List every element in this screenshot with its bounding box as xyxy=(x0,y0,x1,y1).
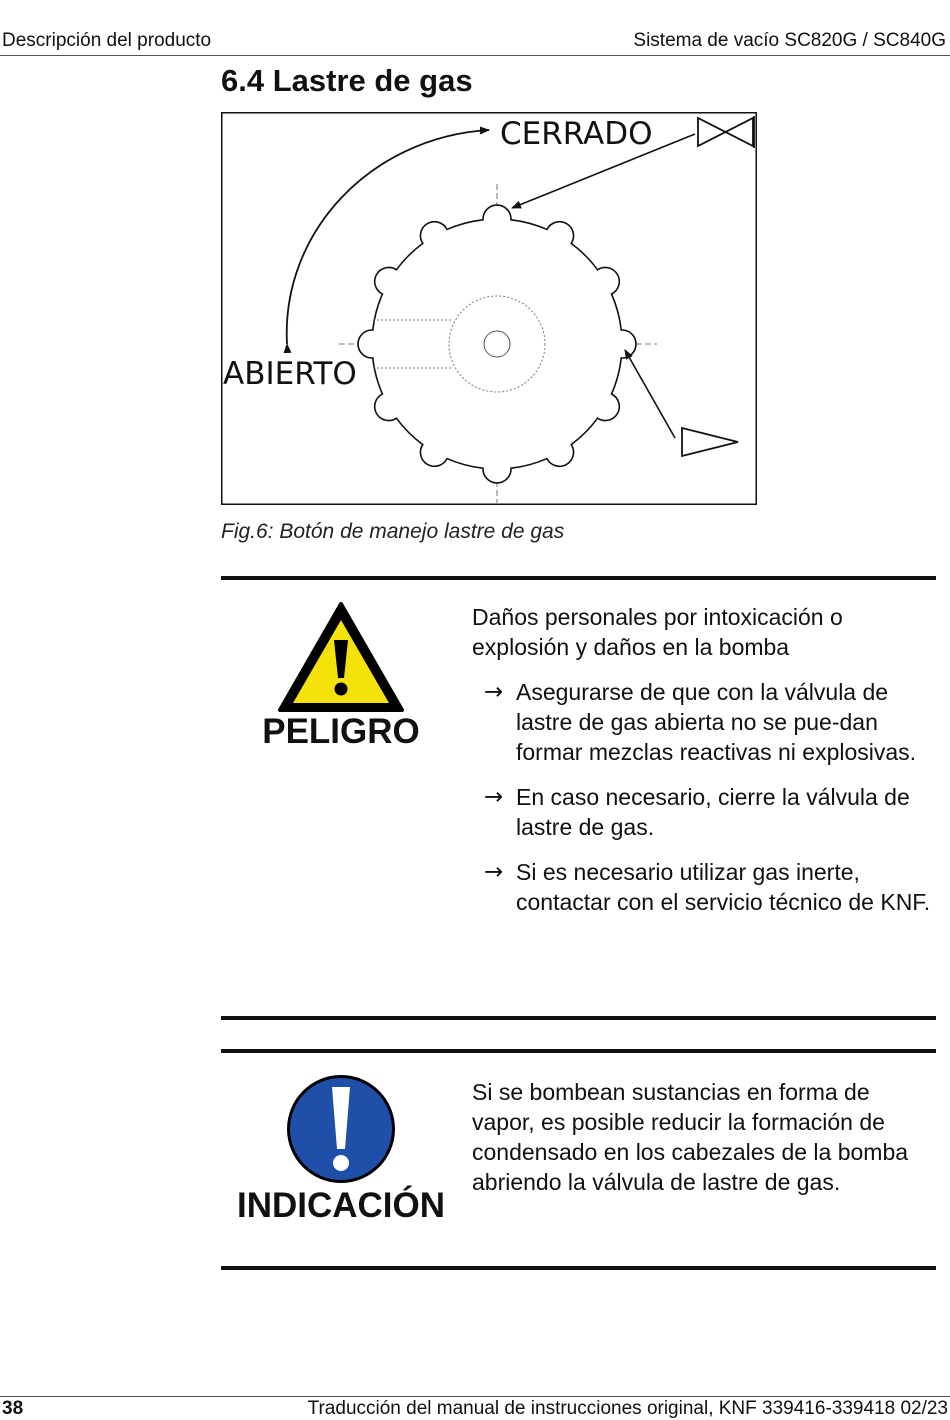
danger-bottom-rule xyxy=(221,1016,936,1020)
label-open: ABIERTO xyxy=(223,356,357,392)
danger-label: PELIGRO xyxy=(262,712,420,751)
step-arrow-icon: → xyxy=(484,859,504,885)
danger-step-text: Si es necesario utilizar gas inerte, contactar con el servicio técnico de KNF. xyxy=(516,859,931,915)
exclamation-circle-icon xyxy=(285,1073,397,1190)
footer-divider xyxy=(0,1396,950,1397)
danger-heading: Daños personales por intoxicación o explosión y daños en la bomba xyxy=(472,604,843,660)
figure-caption: Fig.6: Botón de manejo lastre de gas xyxy=(221,520,565,543)
danger-step xyxy=(472,857,932,917)
danger-step xyxy=(472,782,932,842)
page-number: 38 xyxy=(2,1398,24,1419)
notice-bottom-rule xyxy=(221,1266,936,1270)
header-section-name: Descripción del producto xyxy=(2,30,212,51)
notice-label: INDICACIÓN xyxy=(236,1186,446,1225)
notice-text: Si se bombean sustancias en forma de vapor, es posible reducir la formación de condensado en los cabezales de la bomba abriendo la válvula de lastre de gas. xyxy=(472,1079,909,1195)
warning-triangle-icon xyxy=(276,600,406,720)
step-arrow-icon: → xyxy=(484,784,504,810)
notice-top-rule xyxy=(221,1049,936,1053)
header-document-title: Sistema de vacío SC820G / SC840G xyxy=(633,30,946,51)
danger-step-text: En caso necesario, cierre la válvula de lastre de gas. xyxy=(516,784,910,840)
danger-body xyxy=(472,602,932,917)
notice-body xyxy=(472,1077,932,1197)
header-divider xyxy=(0,55,950,56)
danger-top-rule xyxy=(221,576,936,580)
step-arrow-icon: → xyxy=(484,679,504,705)
section-title: 6.4 Lastre de gas xyxy=(221,63,473,98)
danger-step xyxy=(472,677,932,767)
gas-ballast-knob-figure xyxy=(221,112,757,505)
label-closed: CERRADO xyxy=(500,116,653,152)
danger-step-text: Asegurarse de que con la válvula de lastre de gas abierta no se pue-dan formar mezclas reactivas ni explosivas. xyxy=(516,679,917,765)
footer-document-reference: Traducción del manual de instrucciones original, KNF 339416-339418 02/23 xyxy=(307,1398,948,1419)
